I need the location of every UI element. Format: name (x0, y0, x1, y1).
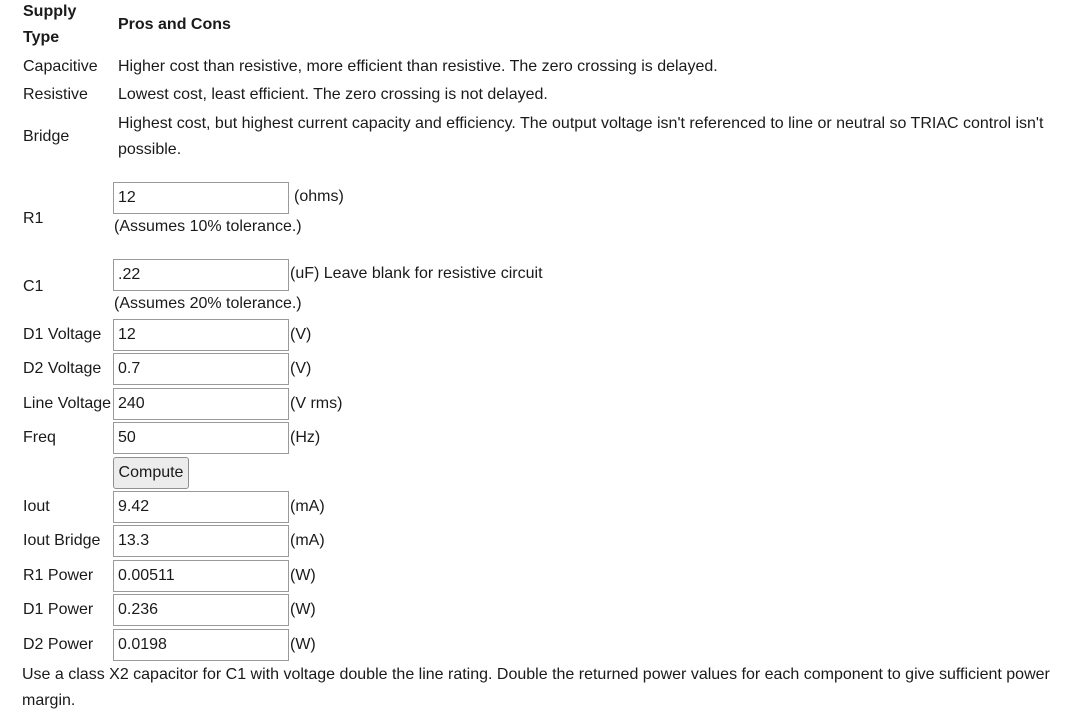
header-pros-cons: Pros and Cons (118, 16, 231, 33)
iout-bridge-unit: (mA) (290, 532, 325, 549)
iout-bridge-output[interactable] (113, 525, 289, 557)
r1-tolerance-note: (Assumes 10% tolerance.) (114, 218, 302, 235)
d2-voltage-label: D2 Voltage (23, 360, 102, 377)
r1-power-output[interactable] (113, 560, 289, 592)
iout-label: Iout (23, 498, 50, 515)
row-capacitive-desc: Higher cost than resistive, more efficient than resistive. The zero crossing is delayed. (118, 58, 718, 75)
footer-note: Use a class X2 capacitor for C1 with voltage double the line rating. Double the returned power values for each component to give sufficient power margin. (22, 666, 1050, 709)
line-voltage-input[interactable] (113, 388, 289, 420)
row-bridge-type: Bridge (23, 128, 70, 145)
row-resistive-desc: Lowest cost, least efficient. The zero crossing is not delayed. (118, 86, 548, 103)
row-resistive-type: Resistive (23, 86, 88, 103)
c1-tolerance-note: (Assumes 20% tolerance.) (114, 295, 302, 312)
d2-voltage-input[interactable] (113, 353, 289, 385)
d2-voltage-unit: (V) (290, 360, 312, 377)
r1-power-label: R1 Power (23, 567, 94, 584)
d2-power-output[interactable] (113, 629, 289, 661)
d1-power-unit: (W) (290, 601, 316, 618)
d2-power-unit: (W) (290, 636, 316, 653)
freq-input[interactable] (113, 422, 289, 454)
iout-bridge-label: Iout Bridge (23, 532, 101, 549)
r1-label: R1 (23, 210, 44, 227)
freq-label: Freq (23, 429, 56, 446)
line-voltage-label: Line Voltage (23, 395, 112, 412)
r1-power-unit: (W) (290, 567, 316, 584)
header-supply-type-line1: Supply (23, 3, 77, 20)
d1-power-label: D1 Power (23, 601, 94, 618)
iout-output[interactable] (113, 491, 289, 523)
d2-power-label: D2 Power (23, 636, 94, 653)
c1-unit: (uF) Leave blank for resistive circuit (290, 265, 543, 282)
compute-button[interactable]: Compute (113, 457, 189, 489)
header-supply-type-line2: Type (23, 29, 60, 46)
freq-unit: (Hz) (290, 429, 321, 446)
d1-voltage-unit: (V) (290, 326, 312, 343)
c1-label: C1 (23, 278, 44, 295)
iout-unit: (mA) (290, 498, 325, 515)
d1-power-output[interactable] (113, 594, 289, 626)
d1-voltage-input[interactable] (113, 319, 289, 351)
row-bridge-desc: Highest cost, but highest current capacity and efficiency. The output voltage isn't referenced to line or neutral so TRIAC control isn't possible. (118, 115, 1044, 158)
c1-input[interactable] (113, 259, 289, 291)
d1-voltage-label: D1 Voltage (23, 326, 102, 343)
r1-input[interactable] (113, 182, 289, 214)
line-voltage-unit: (V rms) (290, 395, 343, 412)
r1-unit: (ohms) (294, 188, 344, 205)
row-capacitive-type: Capacitive (23, 58, 98, 75)
